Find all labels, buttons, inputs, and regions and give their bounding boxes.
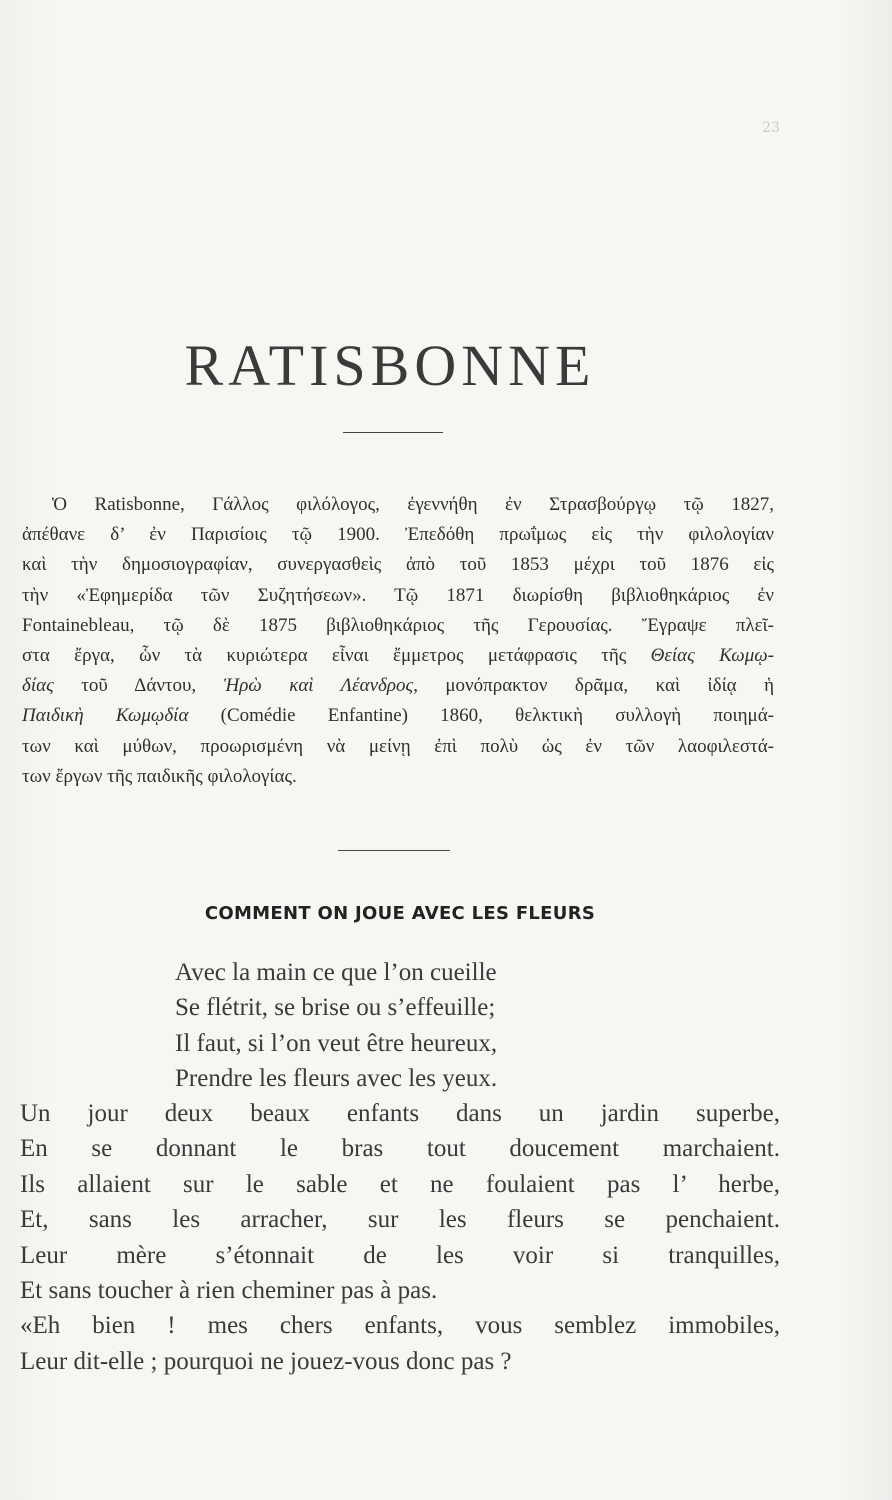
work-title-italic: δίας bbox=[22, 675, 54, 697]
poem-verse: Avec la main ce que l’on cueille bbox=[175, 959, 497, 986]
bio-line: τὴν «Ἐφημερίδα τῶν Συζητήσεων». Τῷ 1871 διωρίσθη βιβλιοθηκάριος ἐν bbox=[22, 584, 774, 606]
bio-line: των ἔργων τῆς παιδικῆς φιλολογίας. bbox=[22, 765, 297, 787]
bio-line bbox=[22, 641, 774, 671]
poem-stanza-1 bbox=[175, 955, 497, 1097]
poem-verse: Il faut, si l’on veut être heureux, bbox=[175, 1029, 498, 1057]
poem-verse: En se donnant le bras tout doucement marchaient. bbox=[20, 1135, 780, 1163]
bio-text: , μονόπρακτον δρᾶμα, καὶ ἰδίᾳ ἡ bbox=[413, 675, 774, 697]
bio-text: στα ἔργα, ὧν τὰ κυριώτερα εἶναι ἔμμετρος μετάφρασις τῆς bbox=[22, 644, 627, 666]
poem-verse: Se flétrit, se brise ou s’effeuille; bbox=[175, 994, 496, 1022]
work-title-italic: Παιδικὴ Κωμῳδία bbox=[22, 705, 189, 727]
poem-stanza-2 bbox=[20, 1096, 780, 1379]
bio-line bbox=[22, 671, 774, 701]
biography-paragraph bbox=[22, 490, 774, 792]
poem-verse: Prendre les fleurs avec les yeux. bbox=[175, 1065, 498, 1093]
poem-verse: Un jour deux beaux enfants dans un jardin superbe, bbox=[20, 1100, 780, 1127]
bio-line: καὶ τὴν δημοσιογραφίαν, συνεργασθεὶς ἀπὸ τοῦ 1853 μέχρι τοῦ 1876 εἰς bbox=[22, 554, 774, 576]
bio-line: ἀπέθανε δ’ ἐν Παρισίοις τῷ 1900. Ἐπεδόθη πρωΐμως εἰς τὴν φιλολογίαν bbox=[22, 524, 774, 546]
poem-verse: Et sans toucher à rien cheminer pas à pas. bbox=[20, 1276, 438, 1304]
poem-verse: Et, sans les arracher, sur les fleurs se penchaient. bbox=[20, 1206, 780, 1234]
poem-verse: Leur mère s’étonnait de les voir si tranquilles, bbox=[20, 1241, 780, 1269]
page-title: RATISBONNE bbox=[184, 333, 596, 398]
poem-verse: «Eh bien ! mes chers enfants, vous semblez immobiles, bbox=[20, 1312, 780, 1340]
bio-text: τοῦ Δάντου, bbox=[81, 675, 197, 697]
page-number: 23 bbox=[762, 120, 780, 136]
bio-line bbox=[22, 701, 774, 731]
poem-verse: Leur dit-elle ; pourquoi ne jouez-vous donc pas ? bbox=[20, 1347, 512, 1375]
bio-line: των καὶ μύθων, προωρισμένη νὰ μείνῃ ἐπὶ πολὺ ὡς ἐν τῶν λαοφιλεστά- bbox=[22, 735, 774, 757]
bio-text: (Comédie Enfantine) 1860, θελκτικὴ συλλογὴ ποιημά- bbox=[220, 705, 774, 727]
poem-title: COMMENT ON JOUE AVEC LES FLEURS bbox=[204, 903, 596, 924]
bio-line: Fontainebleau, τῷ δὲ 1875 βιβλιοθηκάριος τῆς Γερουσίας. Ἔγραψε πλεῖ- bbox=[22, 614, 774, 636]
bio-line: Ὁ Ratisbonne, Γάλλος φιλόλογος, ἐγεννήθη ἐν Στρασβούργῳ τῷ 1827, bbox=[52, 494, 774, 515]
title-divider bbox=[343, 432, 443, 433]
section-divider bbox=[338, 850, 450, 851]
poem-verse: Ils allaient sur le sable et ne foulaient pas l’ herbe, bbox=[20, 1170, 780, 1198]
work-title-italic: Θείας Κωμῳ- bbox=[650, 644, 774, 666]
work-title-italic: Ἡρὼ καὶ Λέανδρος bbox=[223, 675, 414, 697]
